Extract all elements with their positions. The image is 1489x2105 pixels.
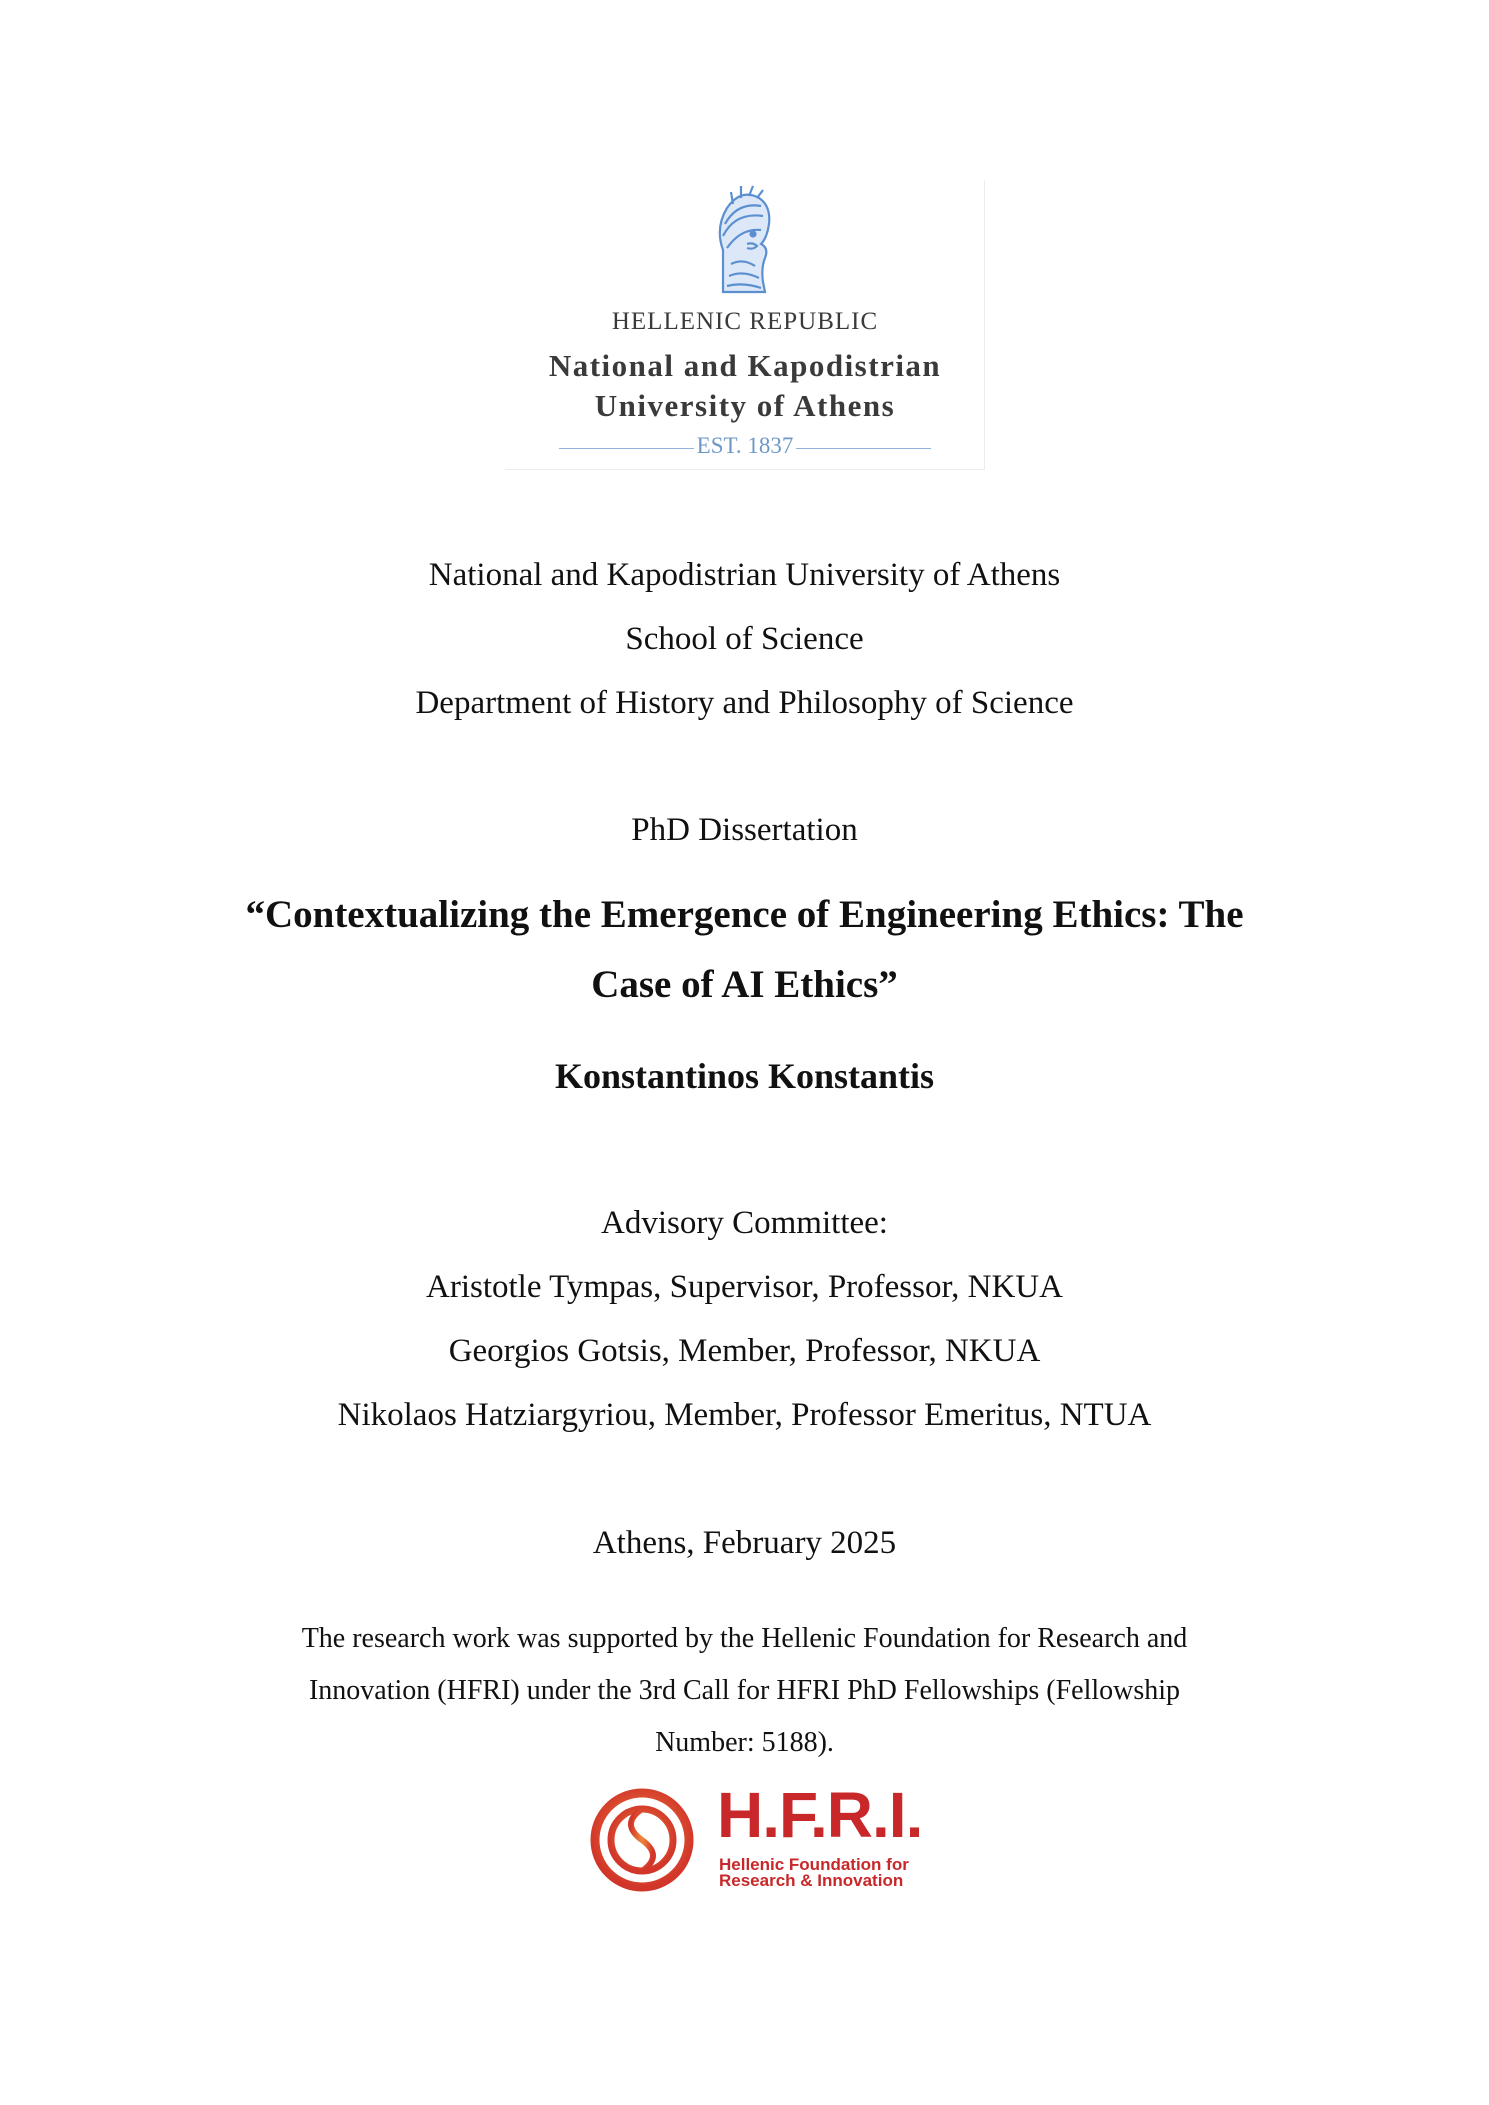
place-date: Athens, February 2025 xyxy=(592,1525,897,1561)
department-name: Department of History and Philosophy of Science xyxy=(415,685,1074,721)
hfri-name-line2: Research & Innovation xyxy=(719,1871,904,1890)
funding-line3: Number: 5188). xyxy=(655,1727,834,1758)
logo-established xyxy=(505,433,985,459)
committee-member: Georgios Gotsis, Member, Professor, NKUA xyxy=(448,1333,1041,1369)
hfri-emblem-icon xyxy=(590,1788,694,1892)
logo-university-name-line1: National and Kapodistrian xyxy=(548,348,942,383)
logo-est-text: EST. 1837 xyxy=(694,433,797,458)
committee-heading: Advisory Committee: xyxy=(601,1205,888,1241)
university-logo xyxy=(505,180,985,470)
hfri-logo xyxy=(590,1779,923,1893)
document-type: PhD Dissertation xyxy=(631,812,858,848)
dissertation-title-line1: “Contextualizing the Emergence of Engineering Ethics: The xyxy=(245,893,1244,936)
funding-line2: Innovation (HFRI) under the 3rd Call for HFRI PhD Fellowships (Fellowship xyxy=(308,1675,1181,1706)
committee-member: Aristotle Tympas, Supervisor, Professor, NKUA xyxy=(426,1269,1063,1305)
logo-hellenic-republic: HELLENIC REPUBLIC xyxy=(611,308,879,335)
school-name: School of Science xyxy=(625,621,864,657)
logo-university-name-line2: University of Athens xyxy=(594,388,896,423)
hfri-acronym: H.F.R.I. xyxy=(717,1779,923,1851)
athena-crest-icon xyxy=(703,184,781,298)
university-name: National and Kapodistrian University of Athens xyxy=(428,557,1061,593)
author-name: Konstantinos Konstantis xyxy=(554,1056,935,1096)
funding-line1: The research work was supported by the Hellenic Foundation for Research and xyxy=(301,1623,1188,1654)
dissertation-title-line2: Case of AI Ethics” xyxy=(591,963,898,1006)
committee-member: Nikolaos Hatziargyriou, Member, Professor Emeritus, NTUA xyxy=(337,1397,1152,1433)
hfri-name-line1: Hellenic Foundation for xyxy=(719,1855,909,1874)
